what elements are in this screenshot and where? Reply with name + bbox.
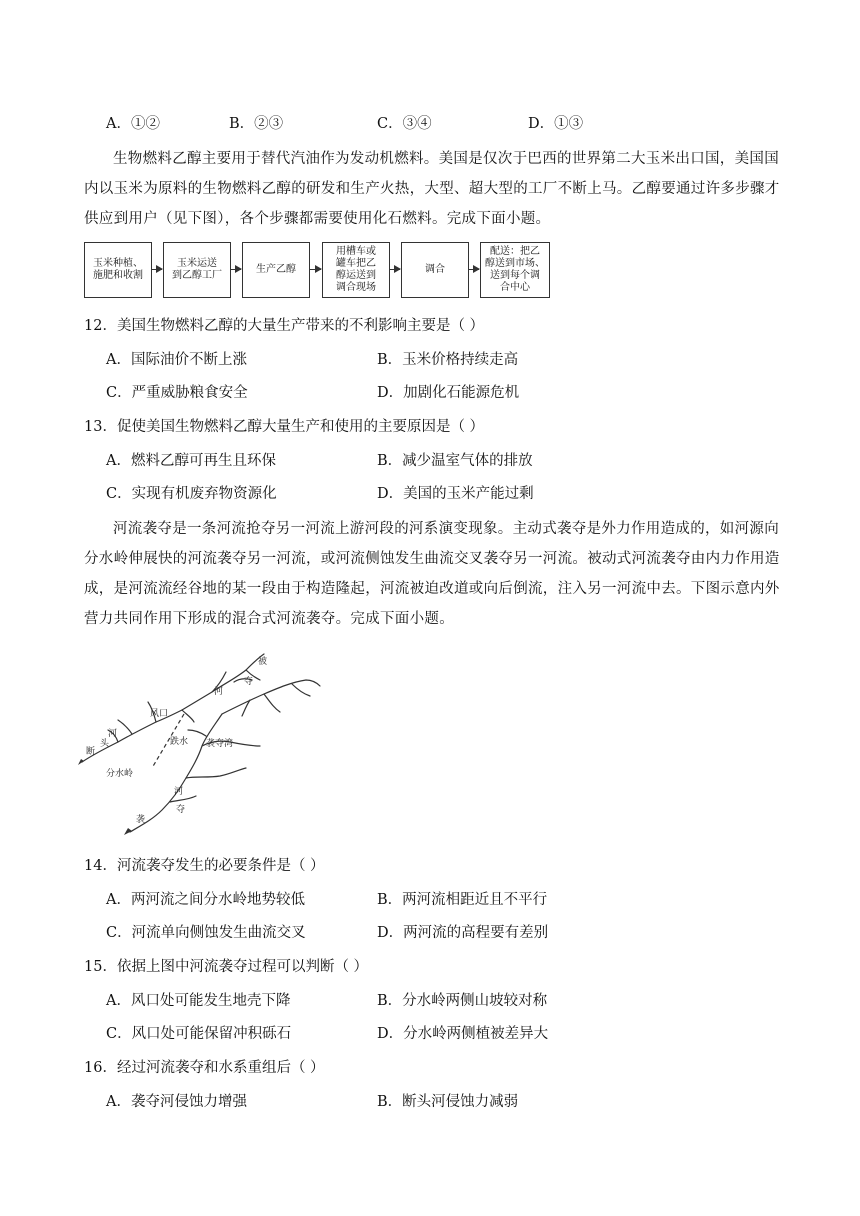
q14-stem: 14．河流袭夺发生的必要条件是（ ）	[84, 858, 325, 874]
q13-option-a: A．燃料乙醇可再生且环保	[106, 453, 276, 469]
map-label: 头	[100, 739, 110, 749]
flow-step-4: 用槽车或 罐车把乙 醇运送到 调合现场	[322, 242, 390, 298]
q15-option-b: B．分水岭两侧山坡较对称	[377, 993, 548, 1009]
passage-ethanol: 生物燃料乙醇主要用于替代汽油作为发动机燃料。美国是仅次于巴西的世界第二大玉米出口国，美国国内以玉米为原料的生物燃料乙醇的研发和生产火热，大型、超大型的工厂不断上马。乙醇要通过许多步骤才供应到用户（见下图），各个步骤都需要使用化石燃料。完成下面小题。	[84, 151, 780, 227]
q13-stem: 13．促使美国生物燃料乙醇大量生产和使用的主要原因是（ ）	[84, 419, 485, 435]
q14-option-a: A．两河流之间分水岭地势较低	[106, 892, 305, 908]
flow-step-6: 配送：把乙 醇送到市场、 送到每个调 合中心	[480, 242, 550, 298]
q12-option-b: B．玉米价格持续走高	[377, 352, 519, 368]
map-label-fengkou: 风口	[150, 709, 169, 719]
flow-step-5: 调合	[401, 242, 469, 298]
q14-option-c: C．河流单向侧蚀发生曲流交叉	[106, 925, 306, 941]
flow-step-3: 生产乙醇	[242, 242, 310, 298]
q13-option-d: D．美国的玉米产能过剩	[377, 486, 534, 502]
q11-option-c: C．③④	[377, 116, 432, 132]
q11-option-b: B．②③	[229, 116, 284, 132]
q14-option-b: B．两河流相距近且不平行	[377, 892, 548, 908]
flow-arrow	[231, 269, 241, 270]
q15-option-c: C．风口处可能保留冲积砾石	[106, 1026, 292, 1042]
q11-option-d: D．①③	[528, 116, 584, 132]
flow-direction-arrow	[124, 828, 132, 835]
q15-option-d: D．分水岭两侧植被差异大	[377, 1026, 549, 1042]
map-label: 河	[214, 687, 224, 697]
q12-option-d: D．加剧化石能源危机	[377, 385, 520, 401]
map-label: 河	[108, 729, 118, 739]
flow-step-1: 玉米种植、 施肥和收割	[84, 242, 152, 298]
flow-arrow	[152, 269, 162, 270]
passage-river-capture: 河流袭夺是一条河流抢夺另一河流上游河段的河系演变现象。主动式袭夺是外力作用造成的，如河源向分水岭伸展快的河流袭夺另一河流，或河流侧蚀发生曲流交叉袭夺另一河流。被动式河流袭夺由内力作用造成，是河流流经谷地的某一段由于构造隆起，河流被迫改道或向后倒流，注入另一河流中去。下图示意内外营力共同作用下形成的混合式河流袭夺。完成下面小题。	[84, 521, 780, 627]
map-label-xiduowan: 袭夺湾	[206, 739, 234, 749]
map-label: 夺	[176, 805, 186, 815]
q15-option-a: A．风口处可能发生地壳下降	[106, 993, 291, 1009]
q15-stem: 15．依据上图中河流袭夺过程可以判断（ ）	[84, 959, 369, 975]
ethanol-flow-diagram	[84, 242, 644, 302]
q11-option-a: A．①②	[106, 116, 160, 132]
q13-option-b: B．减少温室气体的排放	[377, 453, 533, 469]
map-label: 袭	[136, 815, 146, 825]
flow-step-2: 玉米运送 到乙醇工厂	[163, 242, 231, 298]
flow-arrow	[469, 269, 479, 270]
map-label: 断	[86, 747, 96, 757]
flow-arrow	[310, 269, 321, 270]
q12-option-a: A．国际油价不断上涨	[106, 352, 247, 368]
q14-option-d: D．两河流的高程要有差别	[377, 925, 549, 941]
map-label: 河	[174, 787, 184, 797]
map-label-dieshui: 跌水	[170, 737, 189, 747]
map-label: 被	[258, 657, 268, 667]
q16-stem: 16．经过河流袭夺和水系重组后（ ）	[84, 1060, 325, 1076]
river-capture-map	[74, 650, 324, 840]
q12-option-c: C．严重威胁粮食安全	[106, 385, 248, 401]
capturing-river	[222, 680, 320, 714]
flow-arrow	[390, 269, 400, 270]
map-label: 夺	[244, 677, 254, 687]
q16-option-a: A．袭夺河侵蚀力增强	[106, 1094, 247, 1110]
q12-stem: 12．美国生物燃料乙醇的大量生产带来的不利影响主要是（ ）	[84, 318, 485, 334]
flow-direction-arrow	[78, 759, 84, 765]
map-label-fenshuiling: 分水岭	[106, 769, 134, 779]
q16-option-b: B．断头河侵蚀力减弱	[377, 1094, 519, 1110]
q13-option-c: C．实现有机废弃物资源化	[106, 486, 277, 502]
